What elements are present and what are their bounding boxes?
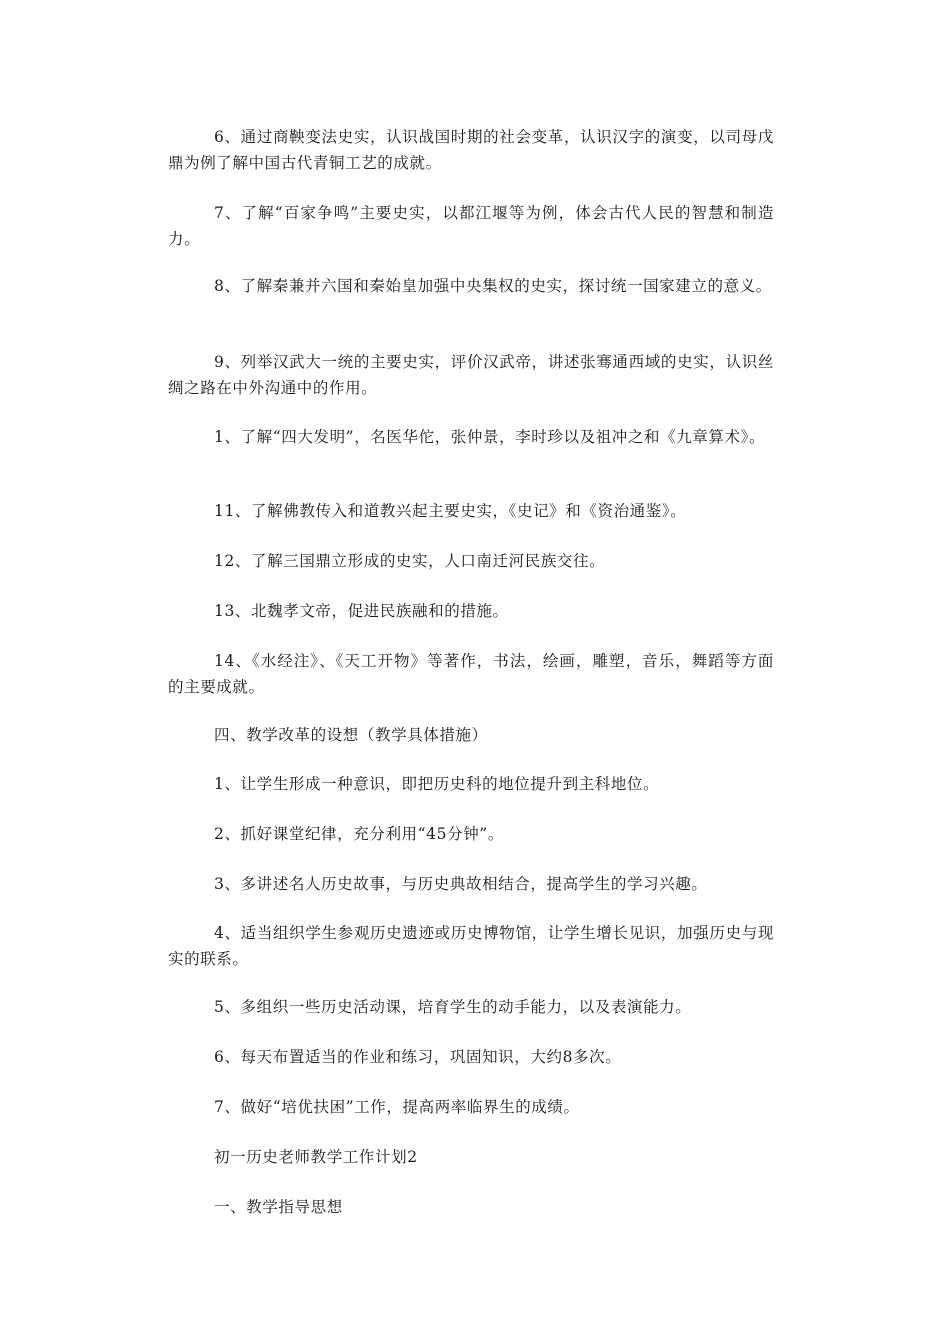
section-heading-reform: 四、教学改革的设想（教学具体措施） (214, 726, 488, 744)
section-heading-guiding: 一、教学指导思想 (214, 1198, 343, 1216)
measure-item-7: 7、做好“培优扶困”工作，提高两率临界生的成绩。 (214, 1098, 580, 1116)
plan-title: 初一历史老师教学工作计划2 (214, 1148, 418, 1166)
measure-item-5: 5、多组织一些历史活动课，培育学生的动手能力，以及表演能力。 (214, 998, 692, 1016)
measure-item-4: 4、适当组织学生参观历史遗迹或历史博物馆，让学生增长见识，加强历史与现实的联系。 (168, 924, 774, 968)
paragraph-item-13: 13、北魏孝文帝，促进民族融和的措施。 (214, 602, 509, 620)
paragraph-item-12: 12、了解三国鼎立形成的史实，人口南迁河民族交往。 (214, 552, 606, 570)
paragraph-item-7: 7、了解“百家争鸣”主要史实，以都江堰等为例，体会古代人民的智慧和制造力。 (168, 204, 774, 248)
measure-item-3: 3、多讲述名人历史故事，与历史典故相结合，提高学生的学习兴趣。 (214, 875, 708, 893)
measure-item-1: 1、让学生形成一种意识，即把历史科的地位提升到主科地位。 (214, 775, 660, 793)
measure-item-2: 2、抓好课堂纪律，充分利用“45分钟”。 (214, 825, 504, 843)
paragraph-item-8: 8、了解秦兼并六国和秦始皇加强中央集权的史实，探讨统一国家建立的意义。 (214, 277, 772, 295)
paragraph-item-6: 6、通过商鞅变法史实，认识战国时期的社会变革，认识汉字的演变，以司母戊鼎为例了解中国古代青铜工艺的成就。 (168, 128, 774, 172)
paragraph-item-9: 9、列举汉武大一统的主要史实，评价汉武帝，讲述张骞通西域的史实，认识丝绸之路在中外沟通中的作用。 (168, 353, 774, 397)
paragraph-item-14: 14、《水经注》、《天工开物》等著作，书法，绘画，雕塑，音乐，舞蹈等方面的主要成就。 (168, 652, 774, 696)
measure-item-6: 6、每天布置适当的作业和练习，巩固知识，大约8多次。 (214, 1048, 622, 1066)
paragraph-item-1: 1、了解“四大发明”，名医华佗，张仲景，李时珍以及祖冲之和《九章算术》。 (214, 428, 766, 446)
paragraph-item-11: 11、了解佛教传入和道教兴起主要史实，《史记》和《资治通鉴》。 (214, 502, 687, 520)
